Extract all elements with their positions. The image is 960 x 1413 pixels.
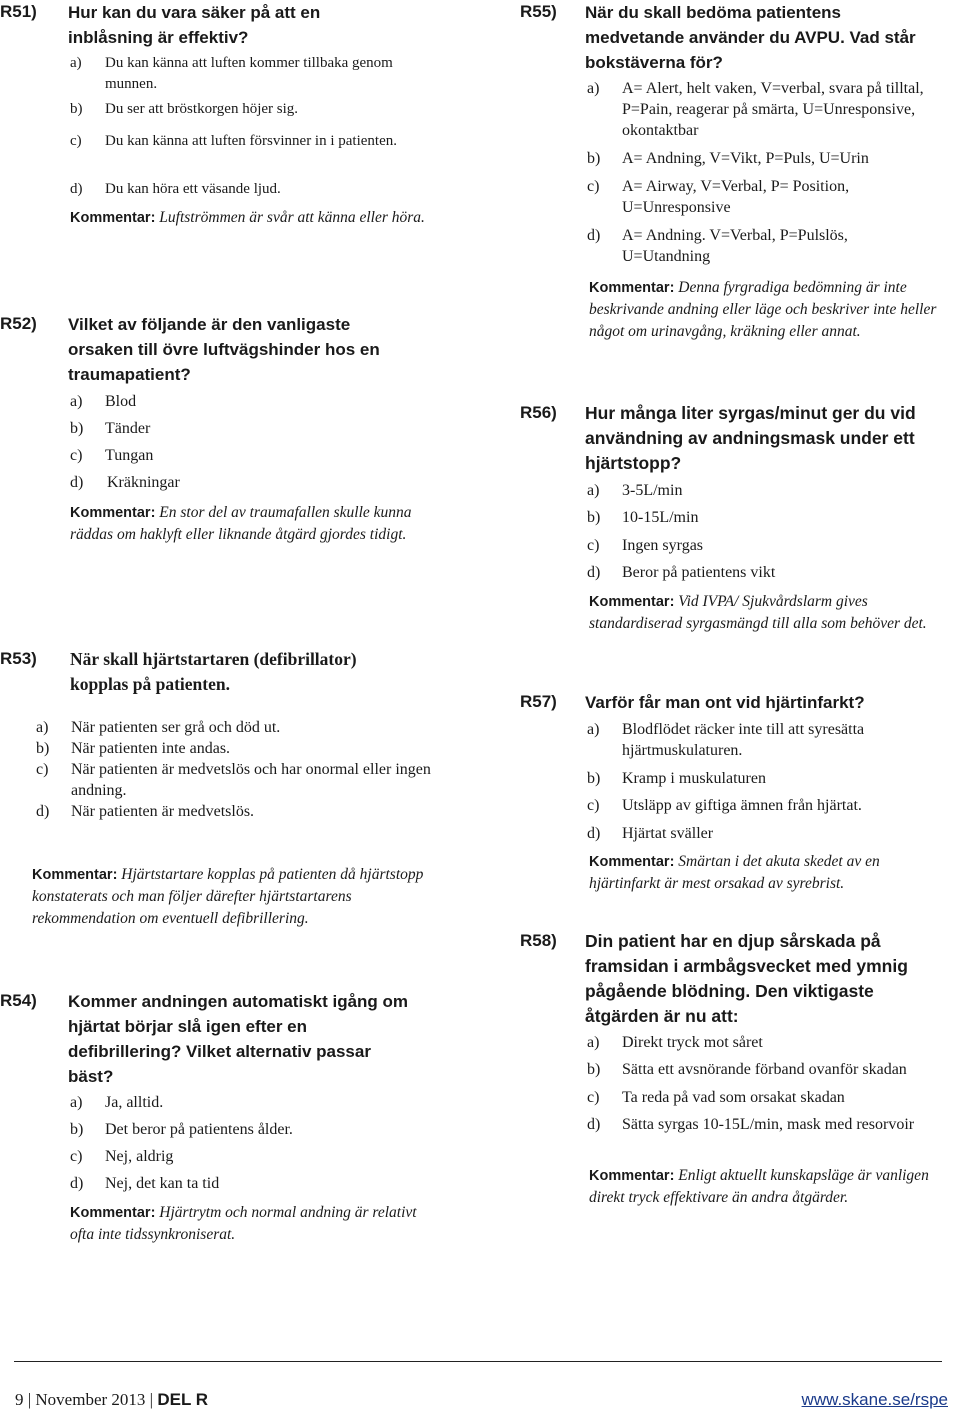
answer-option[interactable]: c) Du kan känna att luften försvinner in i patienten. — [70, 133, 397, 149]
answer-list — [587, 480, 927, 589]
question-number: R57) — [520, 692, 557, 711]
answer-list — [587, 1032, 952, 1163]
comment: Kommentar: Smärtan i det akuta skedet av en hjärtinfarkt är mest orsakad av syrebrist. — [589, 853, 880, 892]
answer-option[interactable]: b) Tänder — [70, 420, 151, 437]
comment-label: Kommentar: — [589, 594, 675, 610]
answer-option[interactable]: d) Kräkningar — [70, 474, 180, 491]
question-text: Vilket av följande är den vanligaste orsaken till övre luftvägshinder hos en traumapatient? — [68, 315, 380, 384]
comment-label: Kommentar: — [70, 210, 156, 226]
question-number: R54) — [0, 991, 37, 1010]
answer-option[interactable]: a) När patienten ser grå och död ut. — [36, 719, 281, 736]
answer-option[interactable]: c) Utsläpp av giftiga ämnen från hjärtat. — [587, 797, 862, 814]
comment-label: Kommentar: — [70, 505, 156, 521]
comment-label: Kommentar: — [589, 854, 675, 870]
comment-label: Kommentar: — [589, 280, 675, 296]
answer-option[interactable]: a) 3-5L/min — [587, 482, 683, 499]
answer-option[interactable]: c) A= Airway, V=Verbal, P= Position, U=Unresponsive — [587, 178, 850, 216]
comment: Kommentar: En stor del av traumafallen skulle kunna räddas om haklyft eller liknande åtgärd gjordes tidigt. — [70, 504, 412, 543]
question-text: När skall hjärtstartaren (defibrillator) kopplas på patienten. — [70, 649, 357, 694]
comment: Kommentar: Enligt aktuellt kunskapsläge är vanligen direkt tryck effektivare än andra åtgärder. — [589, 1167, 929, 1206]
question-text: Din patient har en djup sårskada på framsidan i armbågsvecket med ymnig pågående blödning. Den viktigaste åtgärden är nu att: — [585, 931, 908, 1026]
question-number: R51) — [0, 2, 37, 21]
comment: Kommentar: Hjärtstartare kopplas på patienten då hjärtstopp konstaterats och man följer därefter hjärtstartarens rekommendation om eventuell defibrillering. — [32, 866, 424, 927]
answer-option[interactable]: b) Du ser att bröstkorgen höjer sig. — [70, 101, 299, 117]
answer-option[interactable]: b) Det beror på patientens ålder. — [70, 1121, 293, 1138]
question-text: Kommer andningen automatiskt igång om hjärtat börjar slå igen efter en defibrillering? Vilket alternativ passar bäst? — [68, 992, 409, 1086]
comment: Kommentar: Vid IVPA/ Sjukvårdslarm gives standardiserad syrgasmängd till alla som behöver det. — [589, 593, 927, 632]
answer-option[interactable]: d) När patienten är medvetslös. — [36, 803, 255, 820]
question-number: R58) — [520, 931, 557, 950]
answer-option[interactable]: d) Sätta syrgas 10-15L/min, mask med resorvoir — [587, 1116, 915, 1133]
comment-label: Kommentar: — [589, 1168, 675, 1184]
answer-option[interactable]: d) Beror på patientens vikt — [587, 564, 776, 581]
answer-option[interactable]: b) Kramp i muskulaturen — [587, 770, 766, 787]
footer-divider — [14, 1361, 942, 1362]
answer-option[interactable]: d) A= Andning. V=Verbal, P=Pulslös, U=Utandning — [587, 227, 848, 265]
answer-option[interactable]: a) Du kan känna att luften kommer tillbaka genom munnen. — [70, 55, 393, 92]
answer-option[interactable]: a) A= Alert, helt vaken, V=verbal, svara på tilltal, P=Pain, reagerar på smärta, U=Unresponsive, okontaktbar — [587, 80, 924, 139]
comment: Kommentar: Luftströmmen är svår att känna eller höra. — [70, 209, 425, 226]
answer-option[interactable]: b) När patienten inte andas. — [36, 740, 231, 757]
footer-date: November 2013 — [35, 1390, 146, 1409]
comment-label: Kommentar: — [70, 1205, 156, 1221]
question-text: Hur kan du vara säker på att en inblåsning är effektiv? — [68, 3, 321, 47]
answer-option[interactable]: c) Tungan — [70, 447, 154, 464]
answer-option[interactable]: b) Sätta ett avsnörande förband ovanför skadan — [587, 1061, 907, 1078]
question-text: Hur många liter syrgas/minut ger du vid användning av andningsmask under ett hjärtstopp? — [585, 403, 916, 473]
answer-list — [587, 719, 927, 850]
website-link[interactable]: www.skane.se/rspe — [801, 1390, 948, 1409]
question-number: R56) — [520, 403, 557, 422]
answer-option[interactable]: a) Ja, alltid. — [70, 1094, 164, 1111]
footer-separator: | — [149, 1390, 154, 1409]
footer-separator: | — [27, 1390, 32, 1409]
answer-list — [70, 53, 410, 207]
answer-option[interactable]: a) Blodflödet räcker inte till att syresätta hjärtmuskulaturen. — [587, 721, 865, 759]
question-text: När du skall bedöma patientens medvetande använder du AVPU. Vad står bokstäverna för? — [585, 3, 916, 72]
answer-option[interactable]: d) Du kan höra ett väsande ljud. — [70, 181, 281, 197]
comment-label: Kommentar: — [32, 867, 118, 883]
footer-part: DEL R — [157, 1390, 209, 1409]
answer-option[interactable]: a) Blod — [70, 393, 137, 410]
answer-option[interactable]: b) A= Andning, V=Vikt, P=Puls, U=Urin — [587, 150, 869, 167]
answer-option[interactable]: b) 10-15L/min — [587, 509, 699, 526]
question-number: R55) — [520, 2, 557, 21]
answer-option[interactable]: d) Nej, det kan ta tid — [70, 1175, 220, 1192]
answer-option[interactable]: c) När patienten är medvetslös och har onormal eller ingen andning. — [36, 761, 431, 799]
answer-list — [36, 717, 446, 822]
answer-option[interactable]: c) Ta reda på vad som orsakat skadan — [587, 1089, 845, 1106]
comment: Kommentar: Denna fyrgradiga bedömning är inte beskrivande andning eller läge och beskriver inte heller något om urinavgång, kräkning eller annat. — [589, 279, 937, 340]
answer-option[interactable]: c) Ingen syrgas — [587, 537, 704, 554]
question-text: Varför får man ont vid hjärtinfarkt? — [585, 693, 865, 712]
question-number: R52) — [0, 314, 37, 333]
answer-option[interactable]: c) Nej, aldrig — [70, 1148, 174, 1165]
page-number: 9 — [15, 1390, 24, 1409]
answer-list — [587, 78, 927, 270]
footer-info — [15, 1390, 208, 1410]
answer-list — [70, 1092, 410, 1200]
answer-option[interactable]: a) Direkt tryck mot såret — [587, 1034, 763, 1051]
answer-list — [70, 391, 410, 499]
comment: Kommentar: Hjärtrytm och normal andning är relativt ofta inte tidssynkroniserat. — [70, 1204, 417, 1243]
question-number: R53) — [0, 649, 37, 668]
answer-option[interactable]: d) Hjärtat sväller — [587, 825, 714, 842]
